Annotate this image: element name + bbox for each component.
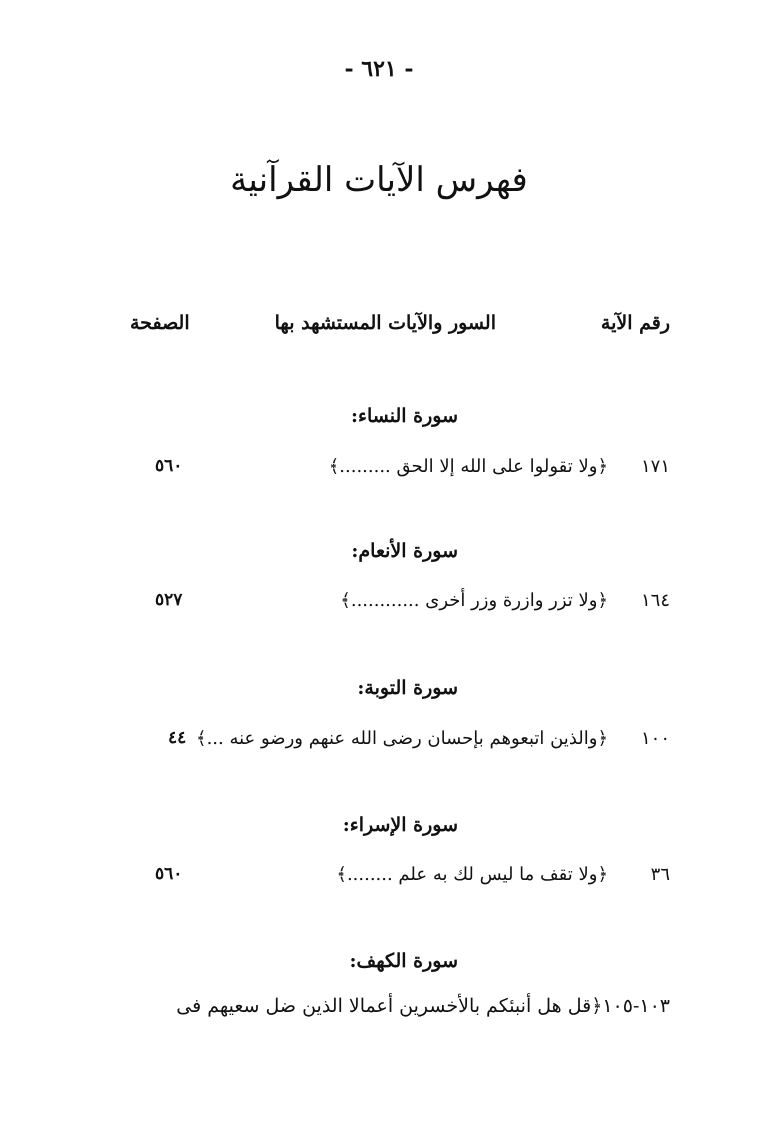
surah-name: سورة الإسراء: [342,814,458,836]
page-reference: ٥٦٠ [155,864,183,884]
surah-name: سورة الكهف: [349,950,458,972]
ayah-number: ٣٦ [650,864,670,885]
ayah-number: ١٠٠ [640,728,670,749]
ayah-number: ١٧١ [640,456,670,477]
ayah-text: ﴿ولا تقف ما ليس لك به علم ........﴾ [336,864,608,885]
ayah-number: ١٦٤ [640,590,670,611]
page-reference: ٥٢٧ [155,590,183,610]
surah-name: سورة التوبة: [357,677,458,699]
surah-name: سورة النساء: [351,405,458,427]
page-title: فهرس الآيات القرآنية [230,160,528,200]
page-reference: ٤٤ [168,728,187,748]
surah-name: سورة الأنعام: [351,540,458,562]
header-ayah-number: رقم الآية [600,312,670,334]
page-number: - ٦٢١ - [344,56,414,82]
ayah-text: ﴿ولا تزر وازرة وزر أخرى ............﴾ [340,590,608,611]
header-page: الصفحة [130,312,190,334]
ayah-text: ﴿والذين اتبعوهم بإحسان رضى الله عنهم ورضو عنه ...﴾ [196,728,608,749]
continued-verse-line: ١٠٣-١٠٥﴿قل هل أنبئكم بالأخسرين أعمالا الذين ضل سعيهم فى [176,995,670,1017]
header-verses: السور والآيات المستشهد بها [274,312,496,334]
page-reference: ٥٦٠ [155,456,183,476]
ayah-text: ﴿ولا تقولوا على الله إلا الحق .........﴾ [328,456,608,477]
